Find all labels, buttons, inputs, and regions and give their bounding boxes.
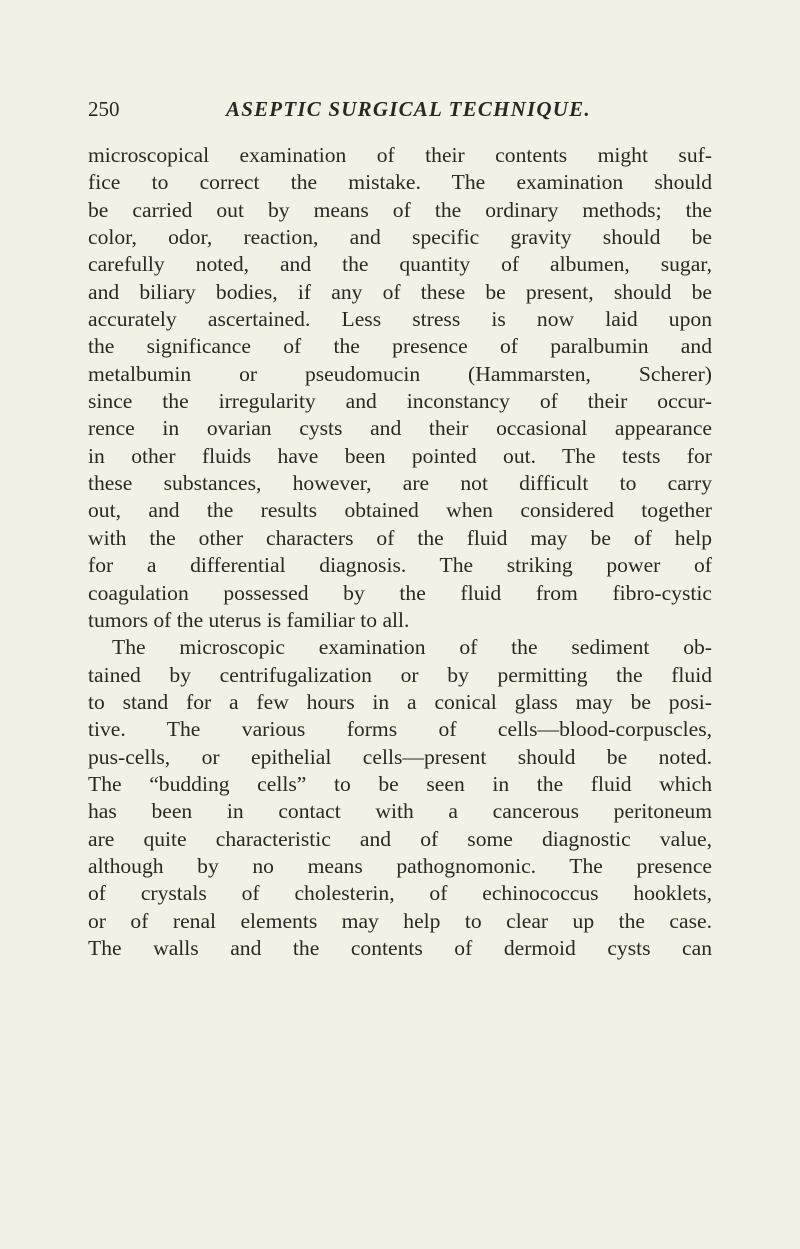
text-line: has been in contact with a cancerous peritoneum <box>88 799 712 824</box>
text-line: The microscopic examination of the sediment ob- <box>112 635 712 660</box>
text-line: and biliary bodies, if any of these be present, should be <box>88 279 712 304</box>
page-number: 250 <box>88 97 120 121</box>
paragraph-1 <box>88 142 712 634</box>
text-line: since the irregularity and inconstancy of their occur- <box>88 389 712 414</box>
text-line: to stand for a few hours in a conical glass may be posi- <box>88 689 712 714</box>
text-line: rence in ovarian cysts and their occasional appearance <box>88 416 712 441</box>
text-line: The walls and the contents of dermoid cysts can <box>88 935 712 960</box>
text-line: these substances, however, are not difficult to carry <box>88 471 712 496</box>
text-line: with the other characters of the fluid may be of help <box>88 525 712 550</box>
text-line: carefully noted, and the quantity of albumen, sugar, <box>88 252 712 277</box>
text-line: fice to correct the mistake. The examination should <box>88 170 712 195</box>
text-line: of crystals of cholesterin, of echinococcus hooklets, <box>88 881 712 906</box>
text-line: metalbumin or pseudomucin (Hammarsten, Scherer) <box>88 361 712 386</box>
running-title: ASEPTIC SURGICAL TECHNIQUE. <box>226 97 591 121</box>
text-line: out, and the results obtained when considered together <box>88 498 712 523</box>
text-line: the significance of the presence of paralbumin and <box>88 334 712 359</box>
text-line: accurately ascertained. Less stress is now laid upon <box>88 307 712 332</box>
text-line: microscopical examination of their contents might suf- <box>88 143 712 167</box>
text-line: in other fluids have been pointed out. The tests for <box>88 443 712 468</box>
body-text <box>88 142 712 962</box>
text-line: tive. The various forms of cells—blood-corpuscles, <box>88 717 712 742</box>
text-line: are quite characteristic and of some diagnostic value, <box>88 826 712 851</box>
text-line: although by no means pathognomonic. The presence <box>88 853 712 878</box>
text-line: color, odor, reaction, and specific gravity should be <box>88 225 712 250</box>
text-line: be carried out by means of the ordinary methods; the <box>88 197 712 222</box>
text-line: tumors of the uterus is familiar to all. <box>88 607 410 632</box>
text-line: coagulation possessed by the fluid from fibro-cystic <box>88 580 712 605</box>
running-head <box>88 92 728 126</box>
text-line: pus-cells, or epithelial cells—present should be noted. <box>88 744 712 769</box>
text-line: tained by centrifugalization or by permitting the fluid <box>88 662 712 687</box>
paragraph-2 <box>88 634 712 962</box>
text-line: or of renal elements may help to clear up the case. <box>88 908 712 933</box>
text-line: The “budding cells” to be seen in the fluid which <box>88 771 712 796</box>
text-line: for a differential diagnosis. The striking power of <box>88 553 712 578</box>
